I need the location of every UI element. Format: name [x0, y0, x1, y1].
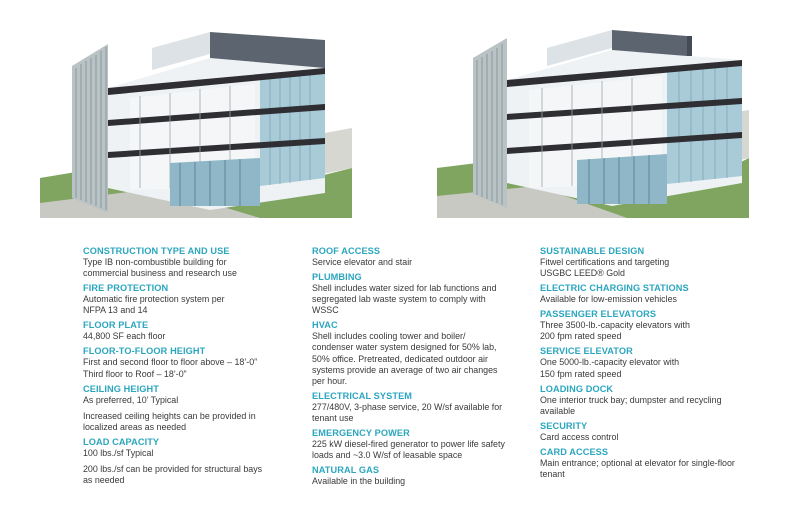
spec-column-3	[540, 246, 776, 484]
spec-floor-plate	[83, 320, 319, 342]
spec-load-capacity	[83, 437, 319, 486]
spec-heading: SECURITY	[540, 420, 588, 431]
building-section-render-left	[40, 18, 352, 218]
spec-text: One 5000-lb.-capacity elevator with 150 fpm rated speed	[540, 357, 680, 379]
spec-heading: ELECTRICAL SYSTEM	[312, 390, 413, 401]
spec-heading: PLUMBING	[312, 272, 362, 283]
spec-text: Three 3500-lb.-capacity elevators with 200 fpm rated speed	[540, 320, 690, 342]
building-section-render-right	[437, 18, 749, 218]
spec-heading: FIRE PROTECTION	[83, 283, 169, 294]
spec-column-1	[83, 246, 319, 490]
spec-heading: CONSTRUCTION TYPE AND USE	[83, 246, 230, 256]
spec-text: Shell includes water sized for lab functions and segregated lab waste system to comply with WSSC	[312, 283, 497, 316]
spec-heading: PASSENGER ELEVATORS	[540, 309, 657, 320]
spec-heading: CEILING HEIGHT	[83, 383, 159, 394]
spec-hvac	[312, 320, 548, 386]
spec-text: As preferred, 10’ Typical	[83, 394, 179, 405]
spec-roof-access	[312, 246, 548, 268]
spec-text: Card access control	[540, 431, 619, 442]
spec-text: Type IB non-combustible building for commercial business and research use	[83, 257, 237, 279]
spec-text: First and second floor to floor above – 18’-0” Third floor to Roof – 18’-0”	[83, 357, 258, 379]
spec-column-2	[312, 246, 548, 491]
spec-security	[540, 421, 776, 443]
spec-text: 225 kW diesel-fired generator to power life safety loads and ~3.0 W/sf of leasable space	[312, 439, 505, 461]
spec-text: Available for low-emission vehicles	[540, 294, 677, 305]
spec-text: Shell includes cooling tower and boiler/ condenser water system designed for 50% lab, 50% office. Pretreated, dedicated outdoor air systems provide an average of two air changes per hour.	[312, 331, 498, 386]
spec-card-access	[540, 447, 776, 480]
spec-emergency-power	[312, 428, 548, 461]
spec-text: One interior truck bay; dumpster and recycling available	[540, 394, 722, 416]
spec-heading: ROOF ACCESS	[312, 246, 381, 256]
spec-heading: CARD ACCESS	[540, 446, 609, 457]
spec-loading-dock	[540, 384, 776, 417]
spec-service-elevator	[540, 346, 776, 379]
spec-plumbing	[312, 272, 548, 316]
spec-text: 277/480V, 3-phase service, 20 W/sf available for tenant use	[312, 401, 503, 423]
spec-text: Increased ceiling heights can be provided in localized areas as needed	[83, 410, 256, 432]
spec-text: Main entrance; optional at elevator for single-floor tenant	[540, 457, 735, 480]
spec-fire-protection	[83, 283, 319, 316]
spec-heading: NATURAL GAS	[312, 465, 380, 476]
spec-heading: HVAC	[312, 320, 338, 331]
spec-sustainable-design	[540, 246, 776, 279]
spec-construction-type	[83, 246, 319, 279]
spec-heading: FLOOR-TO-FLOOR HEIGHT	[83, 346, 206, 357]
spec-text: Service elevator and stair	[312, 257, 413, 267]
spec-electrical-system	[312, 391, 548, 424]
spec-ceiling-height	[83, 384, 319, 433]
spec-heading: ELECTRIC CHARGING STATIONS	[540, 283, 689, 294]
spec-electric-charging	[540, 283, 776, 305]
spec-heading: EMERGENCY POWER	[312, 428, 410, 439]
spec-heading: LOADING DOCK	[540, 383, 614, 394]
spec-text: Available in the building	[312, 476, 406, 487]
spec-text: 100 lbs./sf Typical	[83, 447, 154, 458]
spec-natural-gas	[312, 465, 548, 487]
spec-heading: FLOOR PLATE	[83, 320, 149, 331]
spec-floor-to-floor-height	[83, 346, 319, 379]
spec-heading: LOAD CAPACITY	[83, 436, 160, 447]
spec-heading: SUSTAINABLE DESIGN	[540, 246, 645, 256]
spec-text: Fitwel certifications and targeting USGBC LEED® Gold	[540, 257, 670, 279]
spec-heading: SERVICE ELEVATOR	[540, 346, 633, 357]
spec-text: Automatic fire protection system per NFPA 13 and 14	[83, 294, 225, 316]
spec-passenger-elevators	[540, 309, 776, 342]
spec-text: 44,800 SF each floor	[83, 331, 166, 342]
spec-text: 200 lbs./sf can be provided for structural bays as needed	[83, 464, 263, 486]
